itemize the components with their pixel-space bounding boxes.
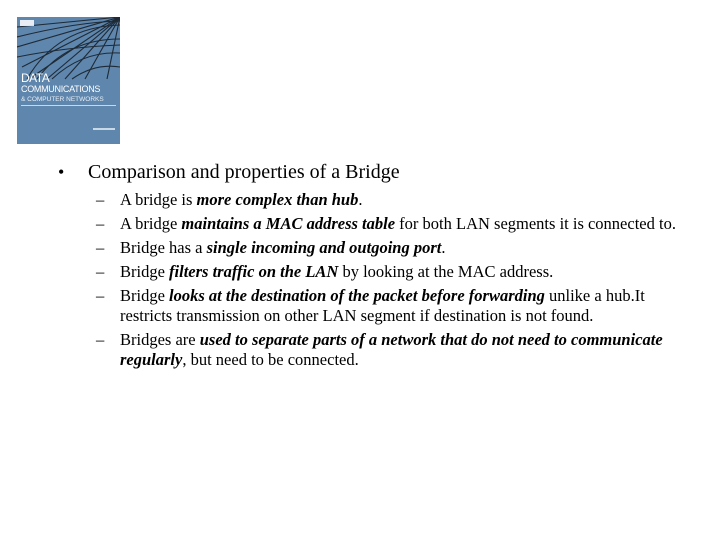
slide-content [58, 158, 678, 374]
sub-bullet-item [96, 330, 678, 370]
bullet-icon: • [58, 162, 65, 182]
sub-bullet-item [96, 238, 678, 258]
cover-title-line2: COMMUNICATIONS [21, 84, 101, 94]
emphasized-text: more complex than hub [196, 190, 359, 209]
slide-heading: Comparison and properties of a Bridge [88, 161, 400, 183]
sub-bullet-item [96, 262, 678, 282]
sub-bullet-item [96, 214, 678, 234]
emphasized-text: used to separate parts of a network that do not need to communicate regularly [120, 330, 663, 369]
plain-text: by looking at the MAC address. [338, 262, 554, 281]
plain-text: Bridge [120, 286, 170, 305]
plain-text: A bridge is [120, 190, 197, 209]
sub-bullet-text [120, 190, 678, 210]
dash-icon: – [96, 330, 105, 349]
plain-text: unlike a hub.It restricts transmission on other LAN segment if destination is not found. [120, 286, 645, 325]
emphasized-text: filters traffic on the LAN [169, 262, 339, 281]
plain-text: . [358, 190, 363, 209]
cover-divider [21, 105, 116, 106]
plain-text: for both LAN segments it is connected to. [395, 214, 676, 233]
main-bullet [58, 158, 678, 186]
plain-text: Bridge has a [120, 238, 207, 257]
cover-title: DATA [21, 71, 50, 85]
sub-bullet-text [120, 286, 678, 326]
sub-bullet-item [96, 190, 678, 210]
sub-bullet-text [120, 262, 678, 282]
plain-text: A bridge [120, 214, 182, 233]
dash-icon: – [96, 190, 105, 209]
cover-author-mark [93, 128, 115, 130]
dash-icon: – [96, 238, 105, 257]
sub-bullet-text [120, 238, 678, 258]
sub-bullet-list [96, 190, 678, 370]
emphasized-text: maintains a MAC address table [181, 214, 396, 233]
emphasized-text: single incoming and outgoing port [206, 238, 442, 257]
plain-text: , but need to be connected. [182, 350, 359, 369]
dash-icon: – [96, 262, 105, 281]
sub-bullet-item [96, 286, 678, 326]
cover-subtitle: & COMPUTER NETWORKS [21, 96, 104, 103]
emphasized-text: looks at the destination of the packet before forwarding [169, 286, 545, 305]
plain-text: Bridges are [120, 330, 200, 349]
dash-icon: – [96, 286, 105, 305]
dash-icon: – [96, 214, 105, 233]
book-cover-image [17, 17, 120, 144]
plain-text: . [441, 238, 446, 257]
sub-bullet-text [120, 330, 678, 370]
sub-bullet-text [120, 214, 678, 234]
plain-text: Bridge [120, 262, 170, 281]
publisher-logo [20, 20, 34, 26]
